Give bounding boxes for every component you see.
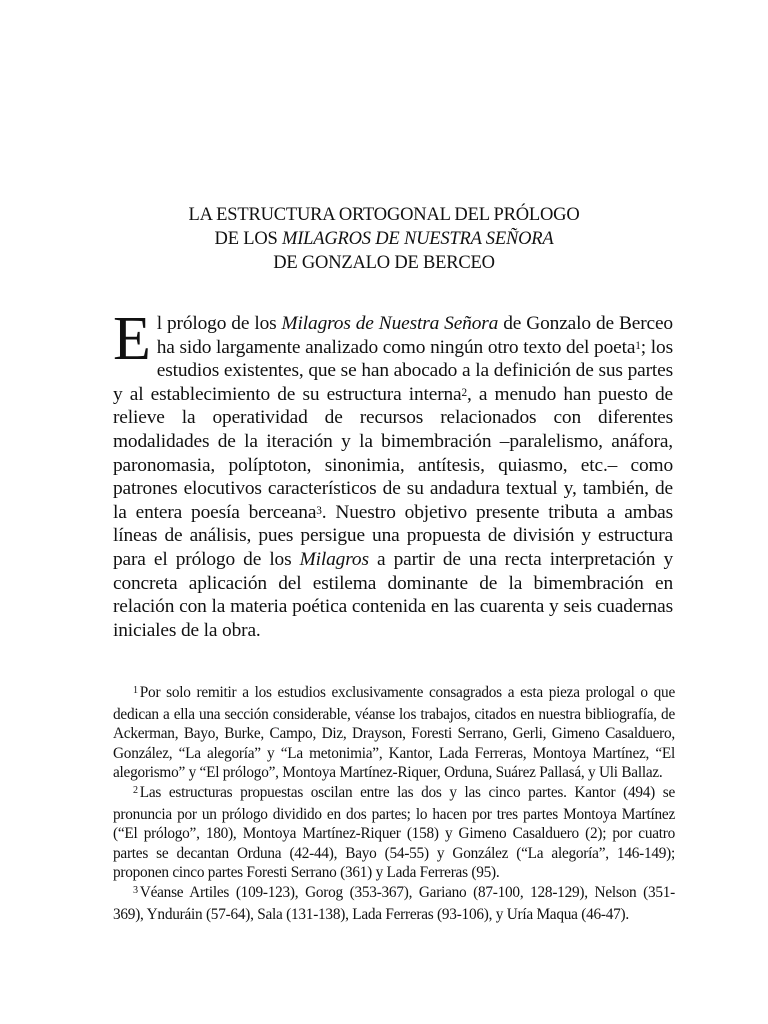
title-line-2 <box>0 227 768 251</box>
body-italic-1: Milagros de Nuestra Señora <box>281 313 499 334</box>
footnote-1 <box>113 683 675 783</box>
body-segment-6: a partir de una recta interpretación y concreta aplicación del estilema dominante de la bimembración en relación con la materia poética contenida en las cuarenta y seis cuadernas iniciales de la obra. <box>113 548 673 641</box>
footnote-2-mark: 2 <box>133 785 138 797</box>
drop-cap: E <box>113 305 151 373</box>
title-line-1: LA ESTRUCTURA ORTOGONAL DEL PRÓLOGO <box>188 205 580 225</box>
footnotes <box>113 683 675 924</box>
title-line-2-italic: MILAGROS DE NUESTRA SEÑORA <box>282 229 554 249</box>
footnote-ref-1[interactable]: 1 <box>635 339 641 352</box>
body-italic-2: Milagros <box>299 548 369 570</box>
footnote-2 <box>113 783 675 883</box>
paragraph-1 <box>113 305 673 642</box>
footnote-1-mark: 1 <box>133 685 138 697</box>
body-segment-5: . Nuestro objetivo presente tributa a ambas líneas de análisis, pues persigue una propuesta de división y estructura para el prólogo de los <box>113 501 673 570</box>
footnote-3 <box>113 883 675 924</box>
footnote-2-text: Las estructuras propuestas oscilan entre las dos y las cinco partes. Kantor (494) se pronuncia por un prólogo dividido en dos partes; lo hacen por tres partes Montoya Martínez (“El prólogo”, 180), Montoya Martínez-Riquer (158) y Gimeno Casalduero (2); por cuatro partes se decantan Orduna (42-44), Bayo (54-55) y González (“La alegoría”, 146-149); proponen cinco partes Foresti Serrano (361) y Lada Ferreras (95). <box>113 783 675 882</box>
article-title <box>0 203 768 275</box>
body-segment-1: l prólogo de los <box>156 313 282 334</box>
body-paragraph <box>113 305 673 642</box>
body-segment-2: de Gonzalo de Berceo ha sido largamente analizado como ningún otro texto del poeta <box>156 313 673 358</box>
footnote-3-text: Véanse Artiles (109-123), Gorog (353-367), Gariano (87-100, 128-129), Nelson (351-369), Ynduráin (57-64), Sala (131-138), Lada Ferreras (93-106), y Uría Maqua (46-47). <box>113 883 675 923</box>
footnote-ref-3[interactable]: 3 <box>316 504 322 517</box>
body-segment-3: ; los estudios existentes, que se han abocado a la definición de sus partes y al establecimiento de su estructura interna <box>113 336 673 405</box>
footnote-1-text: Por solo remitir a los estudios exclusivamente consagrados a esta pieza prologal o que dedican a ella una sección considerable, véanse los trabajos, citados en nuestra bibliografía, de Ackerman, Bayo, Burke, Campo, Diz, Drayson, Foresti Serrano, Gerli, Gimeno Casalduero, González, “La alegoría” y “La metonimia”, Kantor, Lada Ferreras, Montoya Martínez, “El alegorismo” y “El prólogo”, Montoya Martínez-Riquer, Orduna, Suárez Pallasá, y Uli Ballaz. <box>113 684 675 782</box>
footnote-ref-2[interactable]: 2 <box>461 386 468 399</box>
title-line-2-prefix: DE LOS <box>214 229 283 249</box>
body-segment-4: , a menudo han puesto de relieve la operatividad de recursos relacionados con diferentes modalidades de la iteración y la bimembración –paralelismo, anáfora, paronomasia, políptoton, sinonimia, antítesis, quiasmo, etc.– como patrones elocutivos característicos de su andadura textual y, también, de la entera poesía berceana <box>113 383 673 523</box>
title-line-3: DE GONZALO DE BERCEO <box>273 253 495 273</box>
footnote-3-mark: 3 <box>133 885 138 897</box>
